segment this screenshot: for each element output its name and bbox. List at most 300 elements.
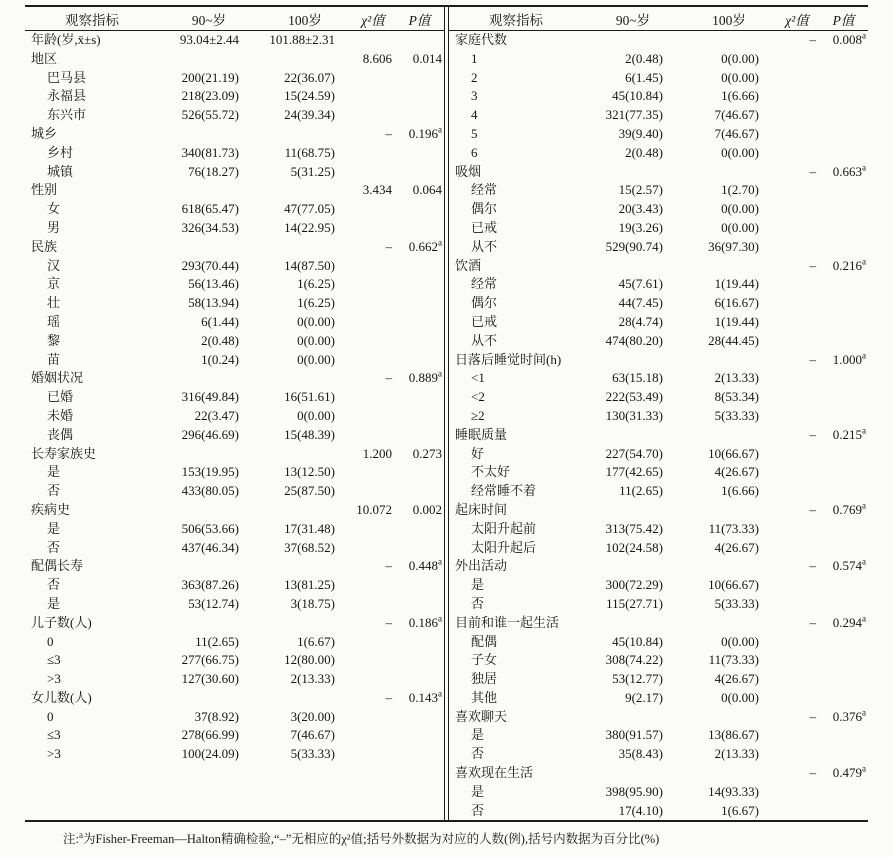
cell-100-value: 1(6.25): [297, 295, 335, 311]
table-row: [449, 426, 868, 445]
cell-chi2-value: [351, 651, 395, 670]
cell-p-value: 0.479$^a$: [832, 763, 866, 781]
cell-100-value: 0(0.00): [297, 407, 335, 423]
cell-90plus-value: 35(8.43): [618, 746, 663, 762]
cell-100-value: [683, 557, 775, 576]
column-header-indicator: 观察指标: [25, 7, 159, 31]
cell-90plus-value: [583, 426, 683, 445]
cell-90plus-value: 20(3.43): [618, 201, 663, 217]
p-superscript: a: [438, 613, 442, 624]
cell-90plus-value: [159, 557, 259, 576]
row-label: 乡村: [47, 144, 74, 160]
table-row: [449, 689, 868, 708]
row-label: 饮酒: [455, 257, 482, 273]
cell-chi2-value: [351, 294, 395, 313]
table-row: [25, 351, 444, 370]
cell-90plus-value: [583, 351, 683, 370]
cell-chi2-value: –: [385, 238, 392, 254]
cell-90plus-value: 506(53.66): [181, 520, 239, 536]
table-row: [449, 69, 868, 88]
cell-chi2-value: –: [809, 501, 816, 517]
cell-100-value: 13(86.67): [708, 727, 759, 743]
cell-p-value: [819, 689, 868, 708]
cell-chi2-value: [775, 125, 819, 144]
table-row: [449, 614, 868, 633]
footnote-text: 为Fisher-Freeman—Halton精确检验,“–”无相应的χ²值;括号外数据为对应的人数(例),括号内数据为百分比(%): [82, 832, 660, 847]
row-label: ≤3: [47, 652, 61, 668]
table-row: [449, 764, 868, 783]
cell-p-value: [819, 69, 868, 88]
table-row: [25, 275, 444, 294]
cell-90plus-value: 218(23.09): [181, 88, 239, 104]
cell-p-value: [819, 520, 868, 539]
cell-100-value: 0(0.00): [721, 201, 759, 217]
cell-100-value: 10(66.67): [708, 445, 759, 461]
row-label: 太阳升起前: [471, 520, 537, 536]
table-row: [25, 238, 444, 257]
row-label: 配偶长寿: [31, 558, 84, 574]
cell-90plus-value: 618(65.47): [181, 201, 239, 217]
cell-chi2-value: [775, 576, 819, 595]
cell-100-value: 1(6.66): [721, 483, 759, 499]
cell-chi2-value: 1.200: [362, 445, 392, 461]
cell-p-value: [819, 407, 868, 426]
cell-100-value: 4(26.67): [714, 464, 759, 480]
cell-p-value: [819, 783, 868, 802]
cell-chi2-value: –: [385, 689, 392, 705]
cell-chi2-value: –: [809, 163, 816, 179]
table-row: [25, 802, 444, 821]
cell-100-value: 2(13.33): [714, 370, 759, 386]
cell-chi2-value: –: [809, 614, 816, 630]
row-label: 是: [47, 520, 61, 536]
cell-chi2-value: [351, 463, 395, 482]
cell-p-value: [395, 595, 444, 614]
cell-100-value: [259, 238, 351, 257]
column-header-90plus: 90~岁: [159, 7, 259, 31]
table-row: [25, 726, 444, 745]
table-row: [449, 463, 868, 482]
row-label: 性别: [31, 182, 58, 198]
cell-p-value: [819, 313, 868, 332]
table-row: [449, 369, 868, 388]
cell-chi2-value: [351, 351, 395, 370]
cell-chi2-value: [351, 106, 395, 125]
row-label: 巴马县: [47, 69, 87, 85]
row-label: 丧偶: [47, 426, 74, 442]
cell-chi2-value: [775, 633, 819, 652]
cell-p-value: [395, 802, 444, 821]
cell-90plus-value: [159, 125, 259, 144]
cell-100-value: 5(33.33): [714, 407, 759, 423]
cell-p-value: [395, 651, 444, 670]
table-row: [449, 351, 868, 370]
table-row: [449, 332, 868, 351]
cell-100-value: 24(39.34): [284, 107, 335, 123]
table-row: [449, 482, 868, 501]
cell-chi2-value: [775, 689, 819, 708]
p-superscript: a: [438, 237, 442, 248]
cell-p-value: 0.002: [412, 501, 442, 517]
cell-100-value: 0(0.00): [297, 332, 335, 348]
cell-p-value: [395, 633, 444, 652]
cell-100-value: [259, 50, 351, 69]
p-superscript: a: [862, 500, 866, 511]
cell-90plus-value: 53(12.74): [188, 595, 239, 611]
table-row: [25, 576, 444, 595]
table-row: [25, 294, 444, 313]
cell-p-value: 0.014: [412, 50, 442, 66]
footnote-prefix: 注:: [63, 832, 79, 847]
cell-90plus-value: [159, 783, 259, 802]
cell-p-value: [395, 200, 444, 219]
table-row: [25, 50, 444, 69]
table-row: [449, 200, 868, 219]
cell-chi2-value: [351, 144, 395, 163]
row-label: 6: [471, 144, 478, 160]
cell-p-value: 0.663$^a$: [832, 162, 866, 179]
row-label: 东兴市: [47, 107, 87, 123]
cell-chi2-value: 8.606: [362, 50, 392, 66]
column-header-100: 100岁: [683, 7, 775, 31]
table-row: [25, 69, 444, 88]
cell-p-value: 0.143$^a$: [408, 688, 442, 705]
cell-chi2-value: [775, 595, 819, 614]
cell-90plus-value: 11(2.65): [619, 483, 663, 499]
cell-p-value: [395, 31, 444, 50]
table-row: [25, 445, 444, 464]
cell-chi2-value: [775, 313, 819, 332]
cell-p-value: [819, 445, 868, 464]
cell-100-value: [259, 802, 351, 821]
table-row: [25, 200, 444, 219]
column-header-100: 100岁: [259, 7, 351, 31]
cell-p-value: [819, 539, 868, 558]
cell-90plus-value: 6(1.44): [201, 313, 239, 329]
cell-chi2-value: [775, 87, 819, 106]
table-row: [449, 181, 868, 200]
cell-p-value: [819, 181, 868, 200]
table-row: [449, 50, 868, 69]
cell-p-value: [395, 388, 444, 407]
cell-90plus-value: [583, 614, 683, 633]
cell-p-value: [819, 726, 868, 745]
cell-100-value: 1(6.67): [721, 802, 759, 818]
table-row: [449, 726, 868, 745]
cell-p-value: [819, 238, 868, 257]
cell-100-value: 0(0.00): [721, 69, 759, 85]
cell-100-value: 8(53.34): [714, 389, 759, 405]
row-label: 其他: [471, 689, 498, 705]
row-label: 是: [47, 464, 61, 480]
cell-chi2-value: [351, 69, 395, 88]
cell-100-value: 0(0.00): [297, 351, 335, 367]
cell-90plus-value: 102(24.58): [605, 539, 663, 555]
cell-100-value: [683, 351, 775, 370]
table-row: [25, 369, 444, 388]
cell-chi2-value: [775, 745, 819, 764]
row-label: ≤3: [47, 727, 61, 743]
cell-100-value: [259, 445, 351, 464]
table-row: [25, 181, 444, 200]
cell-chi2-value: [775, 332, 819, 351]
cell-100-value: 3(20.00): [290, 708, 335, 724]
cell-chi2-value: [775, 144, 819, 163]
cell-100-value: 14(22.95): [284, 219, 335, 235]
cell-90plus-value: 340(81.73): [181, 144, 239, 160]
p-superscript: a: [862, 425, 866, 436]
cell-90plus-value: 2(0.48): [201, 332, 239, 348]
cell-chi2-value: [351, 388, 395, 407]
cell-chi2-value: [775, 181, 819, 200]
row-label: 是: [471, 727, 485, 743]
cell-90plus-value: 6(1.45): [625, 69, 663, 85]
row-label: 长寿家族史: [31, 445, 97, 461]
cell-90plus-value: 45(10.84): [612, 88, 663, 104]
cell-p-value: [395, 764, 444, 783]
cell-100-value: 7(46.67): [290, 727, 335, 743]
cell-chi2-value: [351, 275, 395, 294]
table-row: [449, 557, 868, 576]
cell-chi2-value: [351, 332, 395, 351]
cell-p-value: [395, 670, 444, 689]
cell-chi2-value: [775, 388, 819, 407]
row-label: 1: [471, 50, 478, 66]
cell-chi2-value: [775, 200, 819, 219]
table-row: [25, 219, 444, 238]
cell-100-value: 15(48.39): [284, 426, 335, 442]
cell-chi2-value: [775, 670, 819, 689]
cell-chi2-value: [351, 219, 395, 238]
row-label: 太阳升起后: [471, 539, 537, 555]
cell-90plus-value: 437(46.34): [181, 539, 239, 555]
cell-p-value: [819, 388, 868, 407]
table-row: [25, 463, 444, 482]
row-label: 好: [471, 445, 485, 461]
row-label: 经常: [471, 182, 498, 198]
row-label: 男: [47, 219, 61, 235]
row-label: 睡眠质量: [455, 426, 508, 442]
cell-100-value: 28(44.45): [708, 332, 759, 348]
cell-p-value: 0.376$^a$: [832, 707, 866, 724]
cell-100-value: [259, 783, 351, 802]
cell-100-value: [683, 426, 775, 445]
row-label: 外出活动: [455, 558, 508, 574]
cell-90plus-value: 44(7.45): [618, 295, 663, 311]
row-label: 偶尔: [471, 295, 498, 311]
cell-p-value: [395, 163, 444, 182]
cell-p-value: [395, 520, 444, 539]
cell-chi2-value: [351, 576, 395, 595]
cell-chi2-value: –: [385, 370, 392, 386]
cell-90plus-value: 45(10.84): [612, 633, 663, 649]
cell-p-value: 0.769$^a$: [832, 500, 866, 517]
row-label: <1: [471, 370, 485, 386]
cell-p-value: [395, 106, 444, 125]
table-row: [25, 426, 444, 445]
cell-100-value: 3(18.75): [290, 595, 335, 611]
cell-90plus-value: [159, 689, 259, 708]
table-row: [25, 633, 444, 652]
cell-p-value: 0.294$^a$: [832, 613, 866, 630]
cell-chi2-value: [351, 520, 395, 539]
p-superscript: a: [438, 369, 442, 380]
row-label: 儿子数(人): [31, 614, 92, 630]
row-label: 喜欢现在生活: [455, 765, 534, 781]
cell-90plus-value: 321(77.35): [605, 107, 663, 123]
p-superscript: a: [862, 613, 866, 624]
table-row: [449, 238, 868, 257]
p-superscript: a: [438, 124, 442, 135]
row-label: 已戒: [471, 313, 498, 329]
table-row: [25, 764, 444, 783]
cell-90plus-value: 56(13.46): [188, 276, 239, 292]
cell-100-value: 4(26.67): [714, 671, 759, 687]
left-table-body: [25, 31, 444, 821]
table-row: [449, 445, 868, 464]
p-superscript: a: [862, 556, 866, 567]
cell-chi2-value: [351, 313, 395, 332]
cell-100-value: 1(19.44): [714, 313, 759, 329]
cell-p-value: [819, 200, 868, 219]
cell-p-value: [395, 539, 444, 558]
cell-100-value: 5(33.33): [290, 746, 335, 762]
cell-chi2-value: [351, 726, 395, 745]
cell-90plus-value: 200(21.19): [181, 69, 239, 85]
row-label: 喜欢聊天: [455, 708, 508, 724]
cell-chi2-value: [775, 219, 819, 238]
cell-90plus-value: [583, 557, 683, 576]
cell-100-value: 2(13.33): [714, 746, 759, 762]
table-row: [449, 651, 868, 670]
row-label: 民族: [31, 238, 58, 254]
table-row: [25, 595, 444, 614]
cell-90plus-value: [159, 445, 259, 464]
table-row: [449, 595, 868, 614]
table-row: [25, 557, 444, 576]
row-label: 经常: [471, 276, 498, 292]
cell-90plus-value: 326(34.53): [181, 219, 239, 235]
table-row: [449, 745, 868, 764]
cell-100-value: 4(26.67): [714, 539, 759, 555]
cell-100-value: 14(93.33): [708, 783, 759, 799]
table-footnote: [63, 829, 868, 847]
cell-100-value: 2(13.33): [290, 671, 335, 687]
cell-100-value: 0(0.00): [297, 313, 335, 329]
column-header-indicator: 观察指标: [449, 7, 583, 31]
row-label: 日落后睡觉时间(h): [455, 351, 562, 367]
cell-90plus-value: 293(70.44): [181, 257, 239, 273]
row-label: 地区: [31, 50, 58, 66]
cell-90plus-value: [583, 764, 683, 783]
row-label: 0: [47, 633, 54, 649]
cell-chi2-value: [775, 445, 819, 464]
cell-chi2-value: [351, 163, 395, 182]
right-table-header: [449, 7, 868, 31]
cell-chi2-value: [351, 595, 395, 614]
table-row: [25, 407, 444, 426]
statistics-table: [25, 5, 868, 822]
cell-100-value: [259, 614, 351, 633]
row-label: [25, 783, 159, 802]
cell-chi2-value: [775, 802, 819, 821]
cell-p-value: [395, 351, 444, 370]
cell-chi2-value: –: [385, 125, 392, 141]
row-label: 否: [47, 577, 61, 593]
cell-chi2-value: –: [385, 558, 392, 574]
table-row: [25, 708, 444, 727]
row-label: 壮: [47, 295, 61, 311]
cell-90plus-value: 45(7.61): [618, 276, 663, 292]
cell-chi2-value: [351, 482, 395, 501]
cell-90plus-value: 11(2.65): [195, 633, 239, 649]
cell-90plus-value: 308(74.22): [605, 652, 663, 668]
row-label: 否: [47, 483, 61, 499]
cell-chi2-value: –: [809, 558, 816, 574]
cell-100-value: [259, 369, 351, 388]
cell-90plus-value: [583, 31, 683, 50]
table-row: [449, 294, 868, 313]
cell-chi2-value: [351, 670, 395, 689]
cell-100-value: [259, 689, 351, 708]
table-row: [449, 87, 868, 106]
row-label: 京: [47, 276, 61, 292]
cell-chi2-value: [775, 539, 819, 558]
cell-100-value: 25(87.50): [284, 483, 335, 499]
p-superscript: a: [862, 707, 866, 718]
cell-100-value: 0(0.00): [721, 50, 759, 66]
cell-chi2-value: –: [809, 765, 816, 781]
table-row: [449, 407, 868, 426]
table-row: [449, 125, 868, 144]
cell-90plus-value: 2(0.48): [625, 144, 663, 160]
table-row: [25, 783, 444, 802]
cell-p-value: 0.216$^a$: [832, 256, 866, 273]
cell-90plus-value: [159, 369, 259, 388]
cell-p-value: 0.196$^a$: [408, 124, 442, 141]
row-label: 经常睡不着: [471, 483, 537, 499]
table-row: [449, 501, 868, 520]
table-row: [25, 257, 444, 276]
cell-100-value: 7(46.67): [714, 125, 759, 141]
table-row: [449, 783, 868, 802]
cell-100-value: 15(24.59): [284, 88, 335, 104]
cell-p-value: [819, 144, 868, 163]
table-row: [25, 31, 444, 50]
cell-90plus-value: 130(31.33): [605, 407, 663, 423]
cell-chi2-value: [351, 87, 395, 106]
row-label: 不太好: [471, 464, 511, 480]
cell-p-value: 0.273: [412, 445, 442, 461]
cell-chi2-value: [775, 238, 819, 257]
cell-90plus-value: 222(53.49): [605, 389, 663, 405]
cell-p-value: [819, 369, 868, 388]
cell-100-value: 1(6.67): [297, 633, 335, 649]
row-label: 独居: [471, 671, 498, 687]
cell-90plus-value: [159, 50, 259, 69]
cell-90plus-value: 300(72.29): [605, 577, 663, 593]
cell-100-value: 1(19.44): [714, 276, 759, 292]
cell-p-value: [395, 69, 444, 88]
cell-90plus-value: 9(2.17): [625, 689, 663, 705]
cell-p-value: [395, 257, 444, 276]
cell-90plus-value: 22(3.47): [194, 407, 239, 423]
cell-100-value: [259, 764, 351, 783]
cell-90plus-value: 39(9.40): [618, 125, 663, 141]
cell-90plus-value: 313(75.42): [605, 520, 663, 536]
cell-100-value: 10(66.67): [708, 577, 759, 593]
header-row: [449, 7, 868, 31]
